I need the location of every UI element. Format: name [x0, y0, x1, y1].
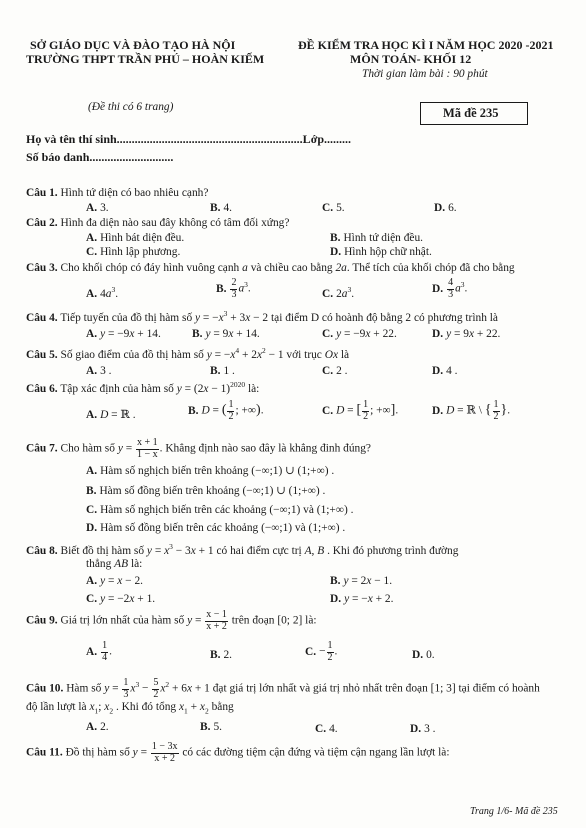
exam-title: ĐỀ KIỂM TRA HỌC KÌ I NĂM HỌC 2020 -2021 — [298, 38, 554, 52]
q9-option-d: D. 0. — [412, 649, 435, 661]
q7-option-b: B. Hàm số đồng biến trên khoảng (−∞;1) ∪ (1;+∞) . — [86, 485, 326, 497]
q10-option-b: B. 5. — [200, 721, 222, 733]
q8-option-c: C. y = −2x + 1. — [86, 593, 156, 605]
question-label: Câu 1. — [26, 187, 58, 199]
q4-option-a: A. y = −9x + 14. — [86, 328, 161, 340]
question-8: Câu 8. Biết đồ thị hàm số $y = x^3 - 3x + 1$ có hai điểm cực trị A, B . Khi đó phương trình đường — [26, 542, 459, 557]
q10-option-a: A. 2. — [86, 721, 109, 733]
q9-option-a: A. $\frac{1}{4}$ . — [86, 640, 112, 663]
question-10: Câu 10. Hàm số y = $\frac{1}{3}$ $x^3$ − $\frac{5}{2}$ $x^2 + 6x + 1$ đạt giá trị lớn nhất và giá trị nhỏ nhất trên đoạn [1; 3] tại điểm có hoành — [26, 677, 540, 700]
q6-option-a: A. D = ℝ . — [86, 409, 136, 421]
q6-option-b: B. D = ( $\frac{1}{2}$ ; +∞). — [188, 399, 264, 422]
student-name-line: Họ và tên thí sinh..............................................................Lớp......... — [26, 132, 352, 146]
question-8-continued: thẳng AB là: — [86, 558, 143, 570]
q5-option-d: D. 4 . — [432, 365, 458, 377]
question-11: Câu 11. Đồ thị hàm số y = $\frac{1 - 3x}{x + 2}$ có các đường tiệm cận đứng và tiệm cận ngang lần lượt là: — [26, 741, 450, 764]
q5-option-b: B. 1 . — [210, 365, 235, 377]
question-3: Câu 3. Cho khối chóp có đáy hình vuông cạnh a và chiều cao bằng 2a. Thể tích của khối chóp đã cho bằng — [26, 262, 515, 274]
q2-option-c: C. Hình lập phương. — [86, 246, 181, 258]
q8-option-b: B. y = 2x − 1. — [330, 575, 393, 587]
q8-option-d: D. y = −x + 2. — [330, 593, 394, 605]
q7-option-c: C. Hàm số nghịch biến trên các khoảng (−∞;1) và (1;+∞) . — [86, 504, 354, 516]
q2-option-b: B. Hình tứ diện đều. — [330, 232, 424, 244]
q7-option-d: D. Hàm số đồng biến trên các khoảng (−∞;1) và (1;+∞) . — [86, 522, 346, 534]
question-6: Câu 6. Tập xác định của hàm số $y = (2x - 1)^{2020}$ là: — [26, 380, 260, 395]
exam-code-box — [420, 102, 528, 125]
q9-option-b: B. 2. — [210, 649, 232, 661]
question-text: Hình tứ diện có bao nhiêu cạnh? — [60, 187, 209, 199]
q6-option-d: D. D = ℝ \ { $\frac{1}{2}$ }. — [432, 399, 511, 422]
q5-option-a: A. 3 . — [86, 365, 112, 377]
q1-option-a: A. 3. — [86, 202, 109, 214]
q6-option-c: C. D = [ $\frac{1}{2}$ ; +∞]. — [322, 399, 399, 422]
q10-option-d: D. 3 . — [410, 723, 436, 735]
q1-option-c: C. 5. — [322, 202, 345, 214]
exam-subject: MÔN TOÁN- KHỐI 12 — [350, 52, 472, 66]
student-id-line: Số báo danh............................ — [26, 150, 174, 164]
q8-option-a: A. y = x − 2. — [86, 575, 143, 587]
q7-option-a: A. Hàm số nghịch biến trên khoảng (−∞;1) ∪ (1;+∞) . — [86, 465, 335, 477]
q10-option-c: C. 4. — [315, 723, 338, 735]
school-name: TRƯỜNG THPT TRẦN PHÚ – HOÀN KIẾM — [26, 52, 265, 66]
question-10-continued: độ lần lượt là $x_1$; $x_2$ . Khi đó tổng $x_1 + x_2$ bằng — [26, 701, 234, 716]
q1-option-b: B. 4. — [210, 202, 232, 214]
pages-note: (Đề thi có 6 trang) — [88, 101, 174, 113]
department-name: SỞ GIÁO DỤC VÀ ĐÀO TẠO HÀ NỘI — [30, 38, 236, 52]
page-footer: Trang 1/6- Mã đề 235 — [470, 806, 558, 817]
question-4: Câu 4. Tiếp tuyến của đồ thị hàm số $y = -x^3 + 3x - 2$ tại điểm D có hoành độ bằng 2 có phương trình là — [26, 309, 498, 324]
q3-option-a: A. $4a^3$. — [86, 285, 119, 300]
question-5: Câu 5. Số giao điểm của đồ thị hàm số $y = -x^4 + 2x^2 - 1$ với trục Ox là — [26, 346, 350, 361]
question-2: Câu 2. Hình đa diện nào sau đây không có tâm đối xứng? — [26, 217, 290, 229]
q3-option-d: D. $\frac{4}{3}$ $a^3$. — [432, 277, 468, 300]
exam-time: Thời gian làm bài : 90 phút — [362, 68, 488, 80]
q3-option-c: C. $2a^3$. — [322, 285, 355, 300]
q1-option-d: D. 6. — [434, 202, 457, 214]
q5-option-c: C. 2 . — [322, 365, 348, 377]
q2-option-a: A. Hình bát diện đều. — [86, 232, 185, 244]
q9-option-c: C. − $\frac{1}{2}$ . — [305, 640, 338, 663]
q3-option-b: B. $\frac{2}{3}$ $a^3$. — [216, 277, 251, 300]
q2-option-d: D. Hình hộp chữ nhật. — [330, 246, 432, 258]
exam-code: Mã đề 235 — [443, 106, 499, 120]
question-1 — [26, 186, 208, 200]
q4-option-b: B. y = 9x + 14. — [192, 328, 260, 340]
question-9: Câu 9. Giá trị lớn nhất của hàm số y = $\frac{x - 1}{x + 2}$ trên đoạn [0; 2] là: — [26, 609, 317, 632]
q4-option-c: C. y = −9x + 22. — [322, 328, 397, 340]
q4-option-d: D. y = 9x + 22. — [432, 328, 501, 340]
question-7: Câu 7. Cho hàm số y = $\frac{x + 1}{1 - x}$ . Khẳng định nào sao đây là khẳng đinh đúng? — [26, 437, 371, 460]
